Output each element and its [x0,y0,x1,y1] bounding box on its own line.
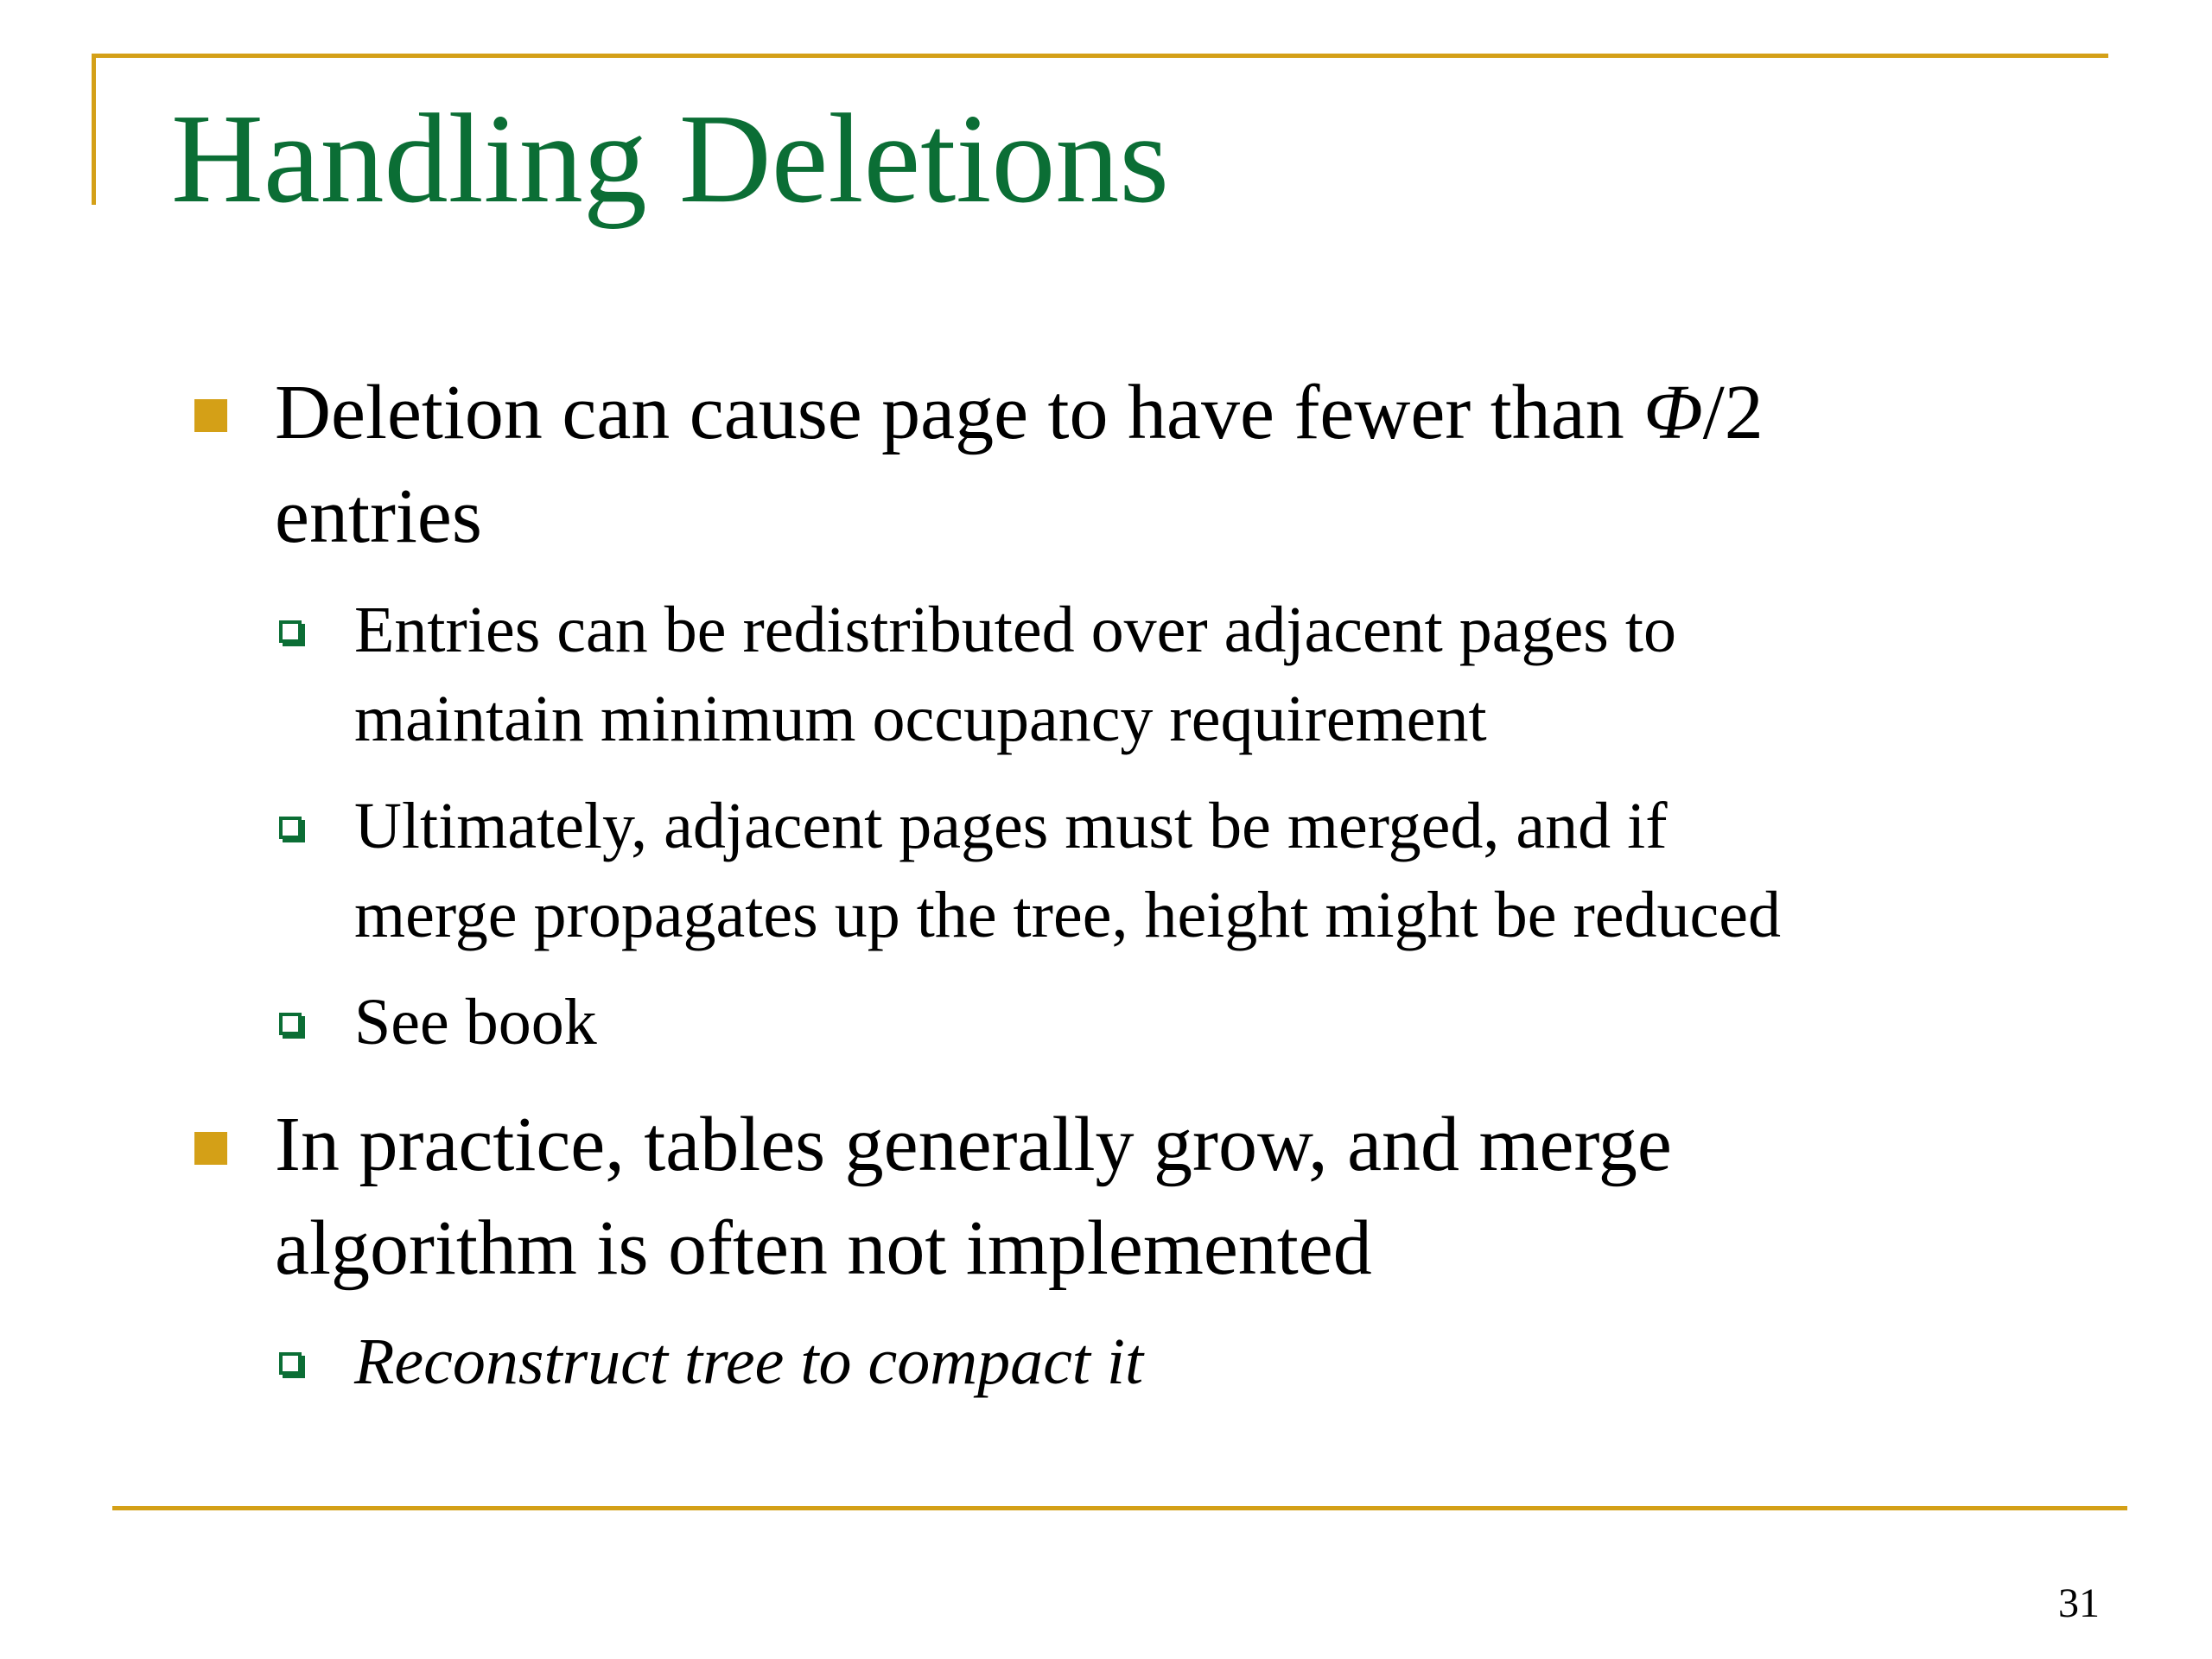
sub-bullet-text: Ultimately, adjacent pages must be merged, and if [354,790,1668,862]
hollow-square-bullet-icon [279,620,302,643]
hollow-square-bullet-icon [279,1013,302,1035]
slide-title: Handling Deletions [171,88,1170,230]
bullet-text-part: /2 [1702,370,1764,455]
left-divider [92,54,96,205]
bullet-text-part: Deletion can cause page to have fewer than [275,370,1644,455]
sub-bullet-text: See book [354,986,597,1058]
page-number: 31 [2058,1580,2100,1626]
square-bullet-icon [194,1132,227,1165]
bullet-text-continuation: entries [275,474,482,559]
hollow-square-bullet-icon [279,1352,302,1375]
bullet-text [275,361,2072,465]
sub-bullet-text: merge propagates up the tree, height might be reduced [354,879,1781,951]
bullet-text: algorithm is often not implemented [275,1205,1372,1291]
sub-bullet-text: Entries can be redistributed over adjacent pages to [354,594,1676,666]
sub-bullet-text: Reconstruct tree to compact it [354,1325,1144,1398]
phi-symbol: Φ [1643,370,1703,455]
hollow-square-bullet-icon [279,817,302,839]
bottom-divider [112,1506,2127,1510]
top-divider [92,54,2108,58]
sub-bullet-text: maintain minimum occupancy requirement [354,683,1487,755]
square-bullet-icon [194,399,227,432]
bullet-text: In practice, tables generally grow, and merge [275,1102,1672,1187]
